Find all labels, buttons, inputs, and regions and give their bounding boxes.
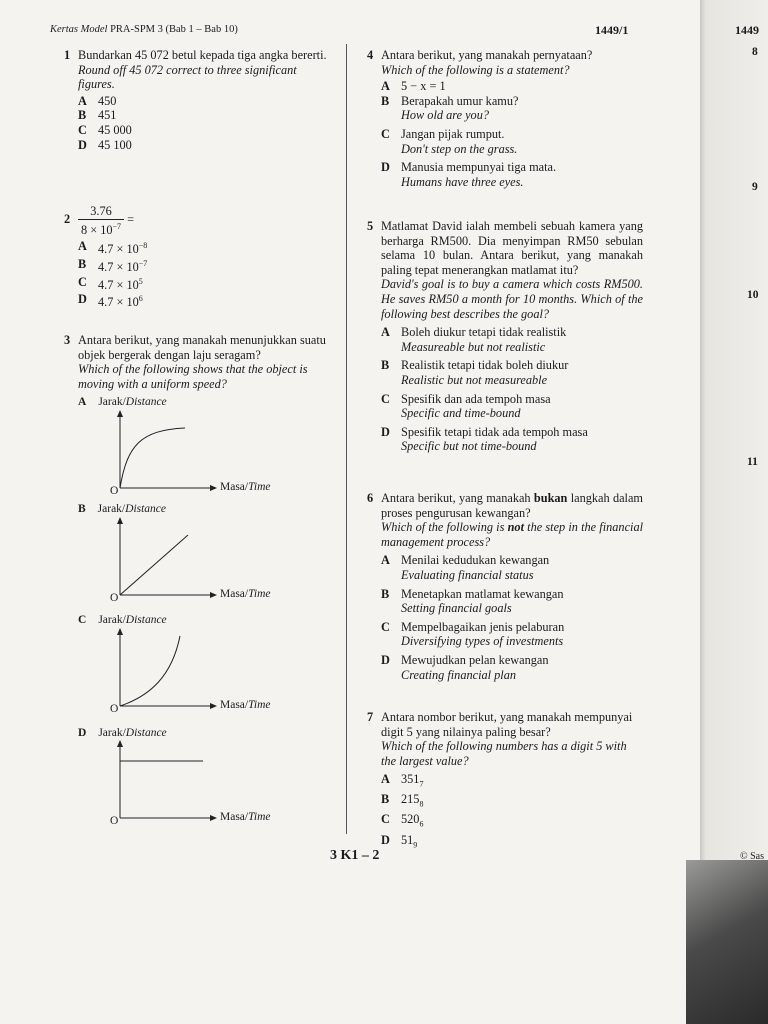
question-text-ms: Antara berikut, yang manakah pernyataan? <box>381 48 593 62</box>
option-a[interactable]: A 450 <box>78 93 117 108</box>
option-c[interactable]: C Jangan pijak rumput. Don't step on the grass. <box>381 126 518 156</box>
side-number: 11 <box>747 456 758 468</box>
question-number: 1 <box>64 48 71 62</box>
origin-label: O <box>110 485 119 497</box>
option-d[interactable]: D $51_9$ <box>381 832 418 849</box>
paper-title-rest: PRA-SPM 3 (Bab 1 – Bab 10) <box>110 24 238 35</box>
question-text-ms: Matlamat David ialah membeli sebuah kamera yang berharga RM500. Dia menyimpan RM50 sebulan selama 10 bulan. Antara berikut, yang manakah paling tepat menerangkan matlamat itu? <box>381 219 643 277</box>
x-axis-label: Masa/Time <box>220 811 271 823</box>
question-text-ms: Bundarkan 45 072 betul kepada tiga angka bererti. <box>78 48 327 62</box>
option-a[interactable]: A 5 − x = 1 <box>381 79 446 94</box>
question-number: 5 <box>367 219 374 233</box>
graph-b-label[interactable]: B Jarak/Distance <box>78 503 167 515</box>
paper-title <box>50 24 238 35</box>
option-d[interactable]: D $4.7 \times 10^6$ <box>78 292 143 310</box>
question-text-en: Round off 45 072 correct to three significant figures. <box>78 62 297 92</box>
option-b[interactable]: B Berapakah umur kamu? How old are you? <box>381 93 519 123</box>
column-divider <box>346 44 347 834</box>
origin-label: O <box>110 703 119 715</box>
question-text-en: Which of the following numbers has a digit 5 with the largest value? <box>381 739 627 768</box>
question-6 <box>367 491 644 682</box>
question-number: 3 <box>64 333 71 347</box>
origin-label: O <box>110 815 119 827</box>
side-number: 8 <box>752 46 758 58</box>
question-text-ms: Antara nombor berikut, yang manakah mempunyai digit 5 yang nilainya paling besar? <box>381 710 633 739</box>
side-number: 9 <box>752 181 758 193</box>
option-c[interactable]: C $520_6$ <box>381 812 424 829</box>
question-number: 6 <box>367 491 374 505</box>
option-b[interactable]: B $215_8$ <box>381 792 424 809</box>
graph-d-label[interactable]: D Jarak/Distance <box>78 727 167 739</box>
option-c[interactable]: C $4.7 \times 10^5$ <box>78 274 143 292</box>
question-text-en: Which of the following is not the step in the financial management process? <box>381 520 644 549</box>
fraction-expression: $\frac{3.76}{8 \times 10^{-7}}$ = <box>78 204 333 237</box>
option-c[interactable]: C Spesifik dan ada tempoh masa Specific and time-bound <box>381 391 551 421</box>
question-3 <box>64 333 336 391</box>
option-b[interactable]: B $4.7 \times 10^{-7}$ <box>78 256 148 275</box>
option-d[interactable]: D Manusia mempunyai tiga mata. Humans have three eyes. <box>381 160 557 189</box>
next-page-code: 1449 <box>735 23 759 37</box>
question-text-en: Which of the following shows that the object is moving with a uniform speed? <box>78 362 308 391</box>
question-text-ms: Antara berikut, yang manakah bukan langkah dalam proses pengurusan kewangan? <box>381 491 643 520</box>
question-text-en: David's goal is to buy a camera which costs RM500. He saves RM50 a month for 10 months. Which of the following best describes the goal? <box>381 277 643 321</box>
paper-code: 1449/1 <box>595 23 629 37</box>
option-a[interactable]: A Boleh diukur tetapi tidak realistik Measureable but not realistic <box>381 325 567 354</box>
option-d[interactable]: D Spesifik tetapi tidak ada tempoh masa Specific but not time-bound <box>381 424 588 454</box>
option-a[interactable]: A $351_7$ <box>381 772 424 789</box>
question-2 <box>64 204 333 310</box>
x-axis-label: Masa/Time <box>220 481 271 493</box>
question-7 <box>367 710 643 853</box>
question-number: 7 <box>367 710 374 724</box>
option-b[interactable]: B Realistik tetapi tidak boleh diukur Realistic but not measureable <box>381 358 569 387</box>
x-axis-label: Masa/Time <box>220 588 271 600</box>
question-1 <box>64 48 333 152</box>
option-c[interactable]: C 45 000 <box>78 122 132 137</box>
question-text-en: Which of the following is a statement? <box>381 62 570 77</box>
option-a[interactable]: A Menilai kedudukan kewangan Evaluating financial status <box>381 553 550 582</box>
question-text-ms: Antara berikut, yang manakah menunjukkan suatu objek bergerak dengan laju seragam? <box>78 333 326 362</box>
side-number: 10 <box>747 289 759 301</box>
x-axis-label: Masa/Time <box>220 699 271 711</box>
option-b[interactable]: B 451 <box>78 108 117 123</box>
page-shadow <box>686 860 768 1024</box>
option-c[interactable]: C Mempelbagaikan jenis pelaburan Diversifying types of investments <box>381 619 565 649</box>
paper-title-prefix: Kertas Model <box>50 24 108 35</box>
option-b[interactable]: B Menetapkan matlamat kewangan Setting financial goals <box>381 586 564 616</box>
origin-label: O <box>110 592 119 604</box>
page-number: 3 K1 – 2 <box>330 848 380 863</box>
graph-c-label[interactable]: C Jarak/Distance <box>78 614 167 626</box>
question-number: 2 <box>64 212 71 226</box>
option-a[interactable]: A $4.7 \times 10^{-8}$ <box>78 239 148 257</box>
fraction: $\frac{3.76}{8 \times 10^{-7}}$ <box>78 204 124 237</box>
question-5 <box>367 219 643 454</box>
question-4 <box>367 48 643 189</box>
copyright: © Sas <box>740 851 764 862</box>
question-number: 4 <box>367 48 374 62</box>
option-d[interactable]: D Mewujudkan pelan kewangan Creating financial plan <box>381 652 549 682</box>
option-d[interactable]: D 45 100 <box>78 137 132 152</box>
graph-a-label[interactable]: A Jarak/Distance <box>78 396 167 408</box>
